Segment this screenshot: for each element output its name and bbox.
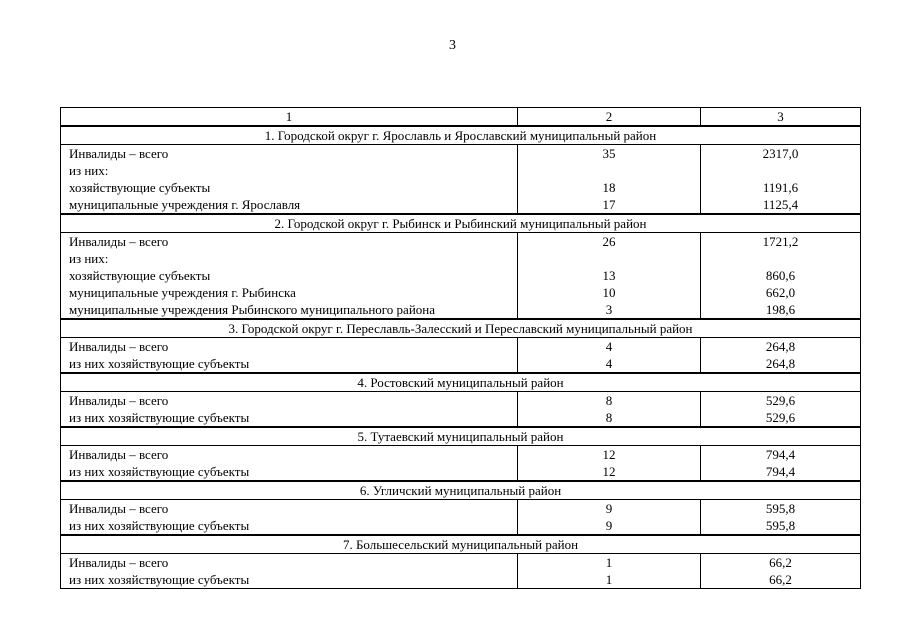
row-value: 794,4 (701, 446, 861, 464)
row-value: 66,2 (701, 554, 861, 572)
row-value: 1721,2 (701, 233, 861, 251)
column-header-1: 1 (61, 108, 518, 127)
table-row (61, 196, 861, 214)
row-value: 595,8 (701, 517, 861, 535)
row-count: 1 (518, 571, 701, 589)
table-row (61, 463, 861, 481)
row-label: из них хозяйствующие субъекты (61, 517, 518, 535)
row-count: 12 (518, 446, 701, 464)
row-label: Инвалиды – всего (61, 392, 518, 410)
table-row (61, 145, 861, 163)
row-label: муниципальные учреждения Рыбинского муниципального района (61, 301, 518, 319)
row-label: из них хозяйствующие субъекты (61, 571, 518, 589)
row-count (518, 162, 701, 179)
table-row (61, 301, 861, 319)
row-count: 8 (518, 409, 701, 427)
section-title: 7. Большесельский муниципальный район (61, 535, 861, 554)
row-count: 1 (518, 554, 701, 572)
table-row (61, 179, 861, 196)
table-row (61, 446, 861, 464)
section-title: 2. Городской округ г. Рыбинск и Рыбинский муниципальный район (61, 214, 861, 233)
section-title: 4. Ростовский муниципальный район (61, 373, 861, 392)
row-value: 794,4 (701, 463, 861, 481)
row-label: из них хозяйствующие субъекты (61, 355, 518, 373)
page-number: 3 (449, 38, 456, 53)
section-row (61, 373, 861, 392)
table-row (61, 267, 861, 284)
table-row (61, 355, 861, 373)
section-title: 6. Угличский муниципальный район (61, 481, 861, 500)
row-count: 3 (518, 301, 701, 319)
row-label: хозяйствующие субъекты (61, 267, 518, 284)
section-row (61, 535, 861, 554)
row-count: 26 (518, 233, 701, 251)
row-value: 1125,4 (701, 196, 861, 214)
row-value: 1191,6 (701, 179, 861, 196)
row-label: Инвалиды – всего (61, 500, 518, 518)
row-value: 529,6 (701, 392, 861, 410)
row-label: муниципальные учреждения г. Рыбинска (61, 284, 518, 301)
row-count (518, 250, 701, 267)
row-value (701, 162, 861, 179)
section-title: 1. Городской округ г. Ярославль и Ярославский муниципальный район (61, 126, 861, 145)
row-count: 10 (518, 284, 701, 301)
row-value: 2317,0 (701, 145, 861, 163)
row-value (701, 250, 861, 267)
row-count: 13 (518, 267, 701, 284)
row-label: из них хозяйствующие субъекты (61, 409, 518, 427)
table-row (61, 392, 861, 410)
column-header-3: 3 (701, 108, 861, 127)
row-value: 264,8 (701, 355, 861, 373)
table-row (61, 250, 861, 267)
row-value: 198,6 (701, 301, 861, 319)
table-body (61, 108, 861, 589)
table-row (61, 571, 861, 589)
row-count: 18 (518, 179, 701, 196)
row-count: 17 (518, 196, 701, 214)
row-count: 35 (518, 145, 701, 163)
row-count: 9 (518, 517, 701, 535)
row-label: Инвалиды – всего (61, 145, 518, 163)
row-count: 4 (518, 338, 701, 356)
row-value: 860,6 (701, 267, 861, 284)
section-title: 3. Городской округ г. Переславль-Залесский и Переславский муниципальный район (61, 319, 861, 338)
data-table (60, 107, 861, 589)
table-row (61, 338, 861, 356)
row-label: Инвалиды – всего (61, 446, 518, 464)
section-title: 5. Тутаевский муниципальный район (61, 427, 861, 446)
table-row (61, 517, 861, 535)
row-value: 662,0 (701, 284, 861, 301)
row-label: из них: (61, 162, 518, 179)
row-value: 529,6 (701, 409, 861, 427)
section-row (61, 427, 861, 446)
section-row (61, 481, 861, 500)
row-count: 8 (518, 392, 701, 410)
row-value: 66,2 (701, 571, 861, 589)
row-label: из них хозяйствующие субъекты (61, 463, 518, 481)
table-row (61, 233, 861, 251)
row-label: муниципальные учреждения г. Ярославля (61, 196, 518, 214)
table-row (61, 162, 861, 179)
row-count: 12 (518, 463, 701, 481)
row-value: 264,8 (701, 338, 861, 356)
row-count: 4 (518, 355, 701, 373)
row-label: Инвалиды – всего (61, 338, 518, 356)
row-label: хозяйствующие субъекты (61, 179, 518, 196)
header-row (61, 108, 861, 127)
section-row (61, 126, 861, 145)
table-row (61, 500, 861, 518)
row-count: 9 (518, 500, 701, 518)
section-row (61, 214, 861, 233)
table-row (61, 409, 861, 427)
row-label: из них: (61, 250, 518, 267)
row-label: Инвалиды – всего (61, 233, 518, 251)
row-label: Инвалиды – всего (61, 554, 518, 572)
table-row (61, 284, 861, 301)
section-row (61, 319, 861, 338)
row-value: 595,8 (701, 500, 861, 518)
column-header-2: 2 (518, 108, 701, 127)
table-row (61, 554, 861, 572)
